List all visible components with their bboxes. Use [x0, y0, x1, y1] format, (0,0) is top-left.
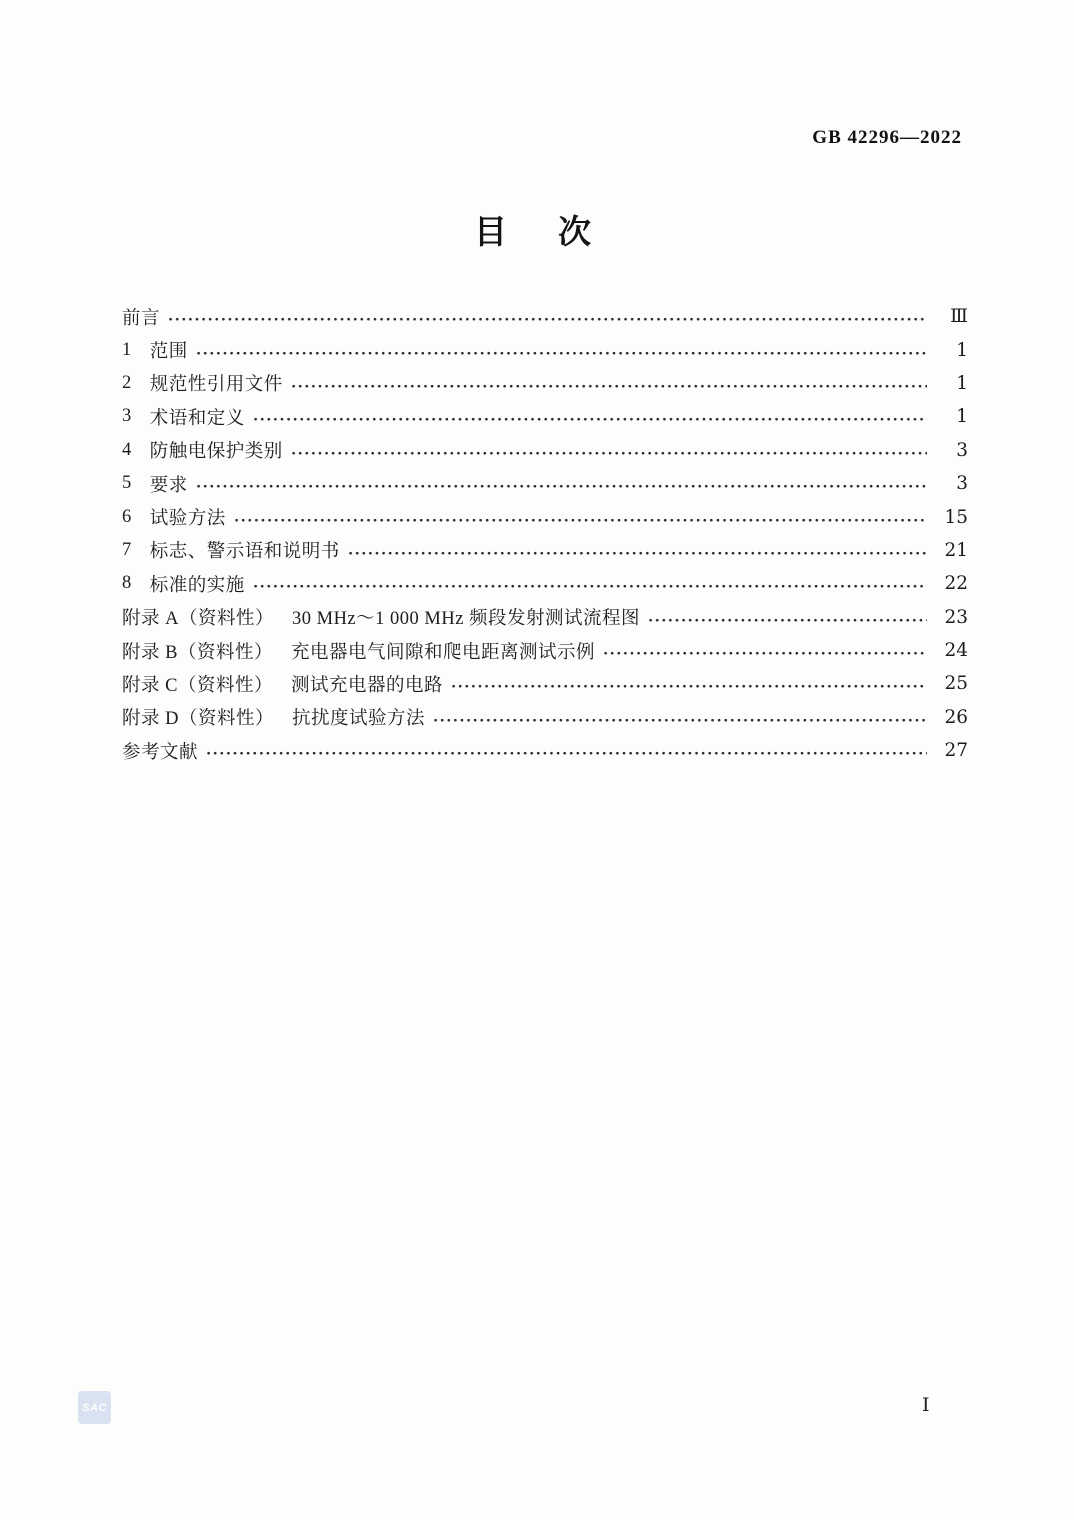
toc-dot-leader	[292, 451, 927, 456]
toc-entry-page: 1	[956, 372, 968, 394]
toc-entry-label: 前言	[122, 308, 161, 329]
toc-dot-leader	[207, 751, 927, 756]
toc-entry-page: 25	[944, 673, 968, 695]
toc-entry-number: 附录 A（资料性）	[122, 609, 274, 630]
toc-entry-label: 规范性引用文件	[149, 375, 283, 396]
toc-entry-page: 22	[944, 573, 968, 595]
toc-entry-page: 23	[944, 606, 968, 628]
toc-entry-page: 21	[944, 539, 968, 561]
toc-row	[122, 434, 968, 467]
sac-watermark	[78, 1391, 111, 1424]
toc-entry-label: 试验方法	[149, 509, 226, 530]
toc-entry-page: 15	[944, 506, 968, 528]
toc-entry-page: 3	[956, 473, 968, 495]
toc-row	[122, 634, 968, 667]
toc-entry-number: 附录 D（资料性）	[122, 709, 274, 730]
toc-entry-number: 1	[122, 339, 132, 360]
toc-entry-number: 附录 B（资料性）	[122, 642, 273, 663]
toc-entry-label: 标准的实施	[149, 575, 245, 596]
toc-entry-page: 27	[944, 740, 968, 762]
toc-entry-number: 4	[122, 439, 132, 460]
toc-entry-page: Ⅲ	[950, 306, 968, 328]
toc-row	[122, 667, 968, 700]
toc-row	[122, 467, 968, 500]
toc-row	[122, 300, 968, 333]
toc-list	[122, 300, 968, 767]
toc-row	[122, 734, 968, 767]
toc-row	[122, 701, 968, 734]
toc-entry-number: 3	[122, 406, 132, 427]
toc-entry-label: 参考文献	[122, 742, 199, 763]
toc-row	[122, 601, 968, 634]
toc-dot-leader	[292, 384, 927, 389]
toc-row	[122, 333, 968, 366]
toc-entry-page: 26	[944, 706, 968, 728]
toc-entry-number: 2	[122, 372, 132, 393]
toc-dot-leader	[235, 518, 927, 523]
toc-entry-page: 1	[956, 339, 968, 361]
toc-dot-leader	[197, 351, 927, 356]
toc-row	[122, 500, 968, 533]
toc-dot-leader	[452, 684, 927, 689]
toc-entry-label: 测试充电器的电路	[290, 675, 443, 696]
toc-entry-label: 术语和定义	[149, 408, 245, 429]
toc-entry-label: 防触电保护类别	[149, 442, 283, 463]
footer-page-number: Ⅰ	[922, 1394, 930, 1416]
page-title: 目 次	[474, 213, 600, 250]
toc-dot-leader	[197, 484, 927, 489]
toc-dot-leader	[254, 584, 927, 589]
toc-entry-label: 抗扰度试验方法	[292, 709, 426, 730]
toc-entry-number: 附录 C（资料性）	[122, 675, 273, 696]
toc-entry-label: 要求	[149, 475, 188, 496]
toc-dot-leader	[434, 718, 927, 723]
sac-watermark-text: SAC	[82, 1401, 107, 1414]
toc-entry-number: 8	[122, 573, 132, 594]
toc-entry-page: 24	[944, 640, 968, 662]
toc-entry-label: 充电器电气间隙和爬电距离测试示例	[290, 642, 595, 663]
toc-dot-leader	[254, 417, 927, 422]
toc-dot-leader	[604, 651, 927, 656]
toc-dot-leader	[649, 618, 927, 623]
toc-row	[122, 567, 968, 600]
toc-entry-label: 30 MHz～1 000 MHz 频段发射测试流程图	[292, 609, 641, 630]
toc-entry-label: 标志、警示语和说明书	[149, 542, 340, 563]
toc-entry-number: 5	[122, 473, 132, 494]
toc-dot-leader	[169, 317, 927, 322]
toc-dot-leader	[349, 551, 927, 556]
toc-row	[122, 534, 968, 567]
toc-row	[122, 400, 968, 433]
toc-row	[122, 367, 968, 400]
toc-entry-label: 范围	[149, 342, 188, 363]
toc-entry-page: 3	[956, 439, 968, 461]
toc-entry-page: 1	[956, 406, 968, 428]
standard-code: GB 42296—2022	[812, 127, 962, 148]
toc-entry-number: 6	[122, 506, 132, 527]
toc-entry-number: 7	[122, 539, 132, 560]
